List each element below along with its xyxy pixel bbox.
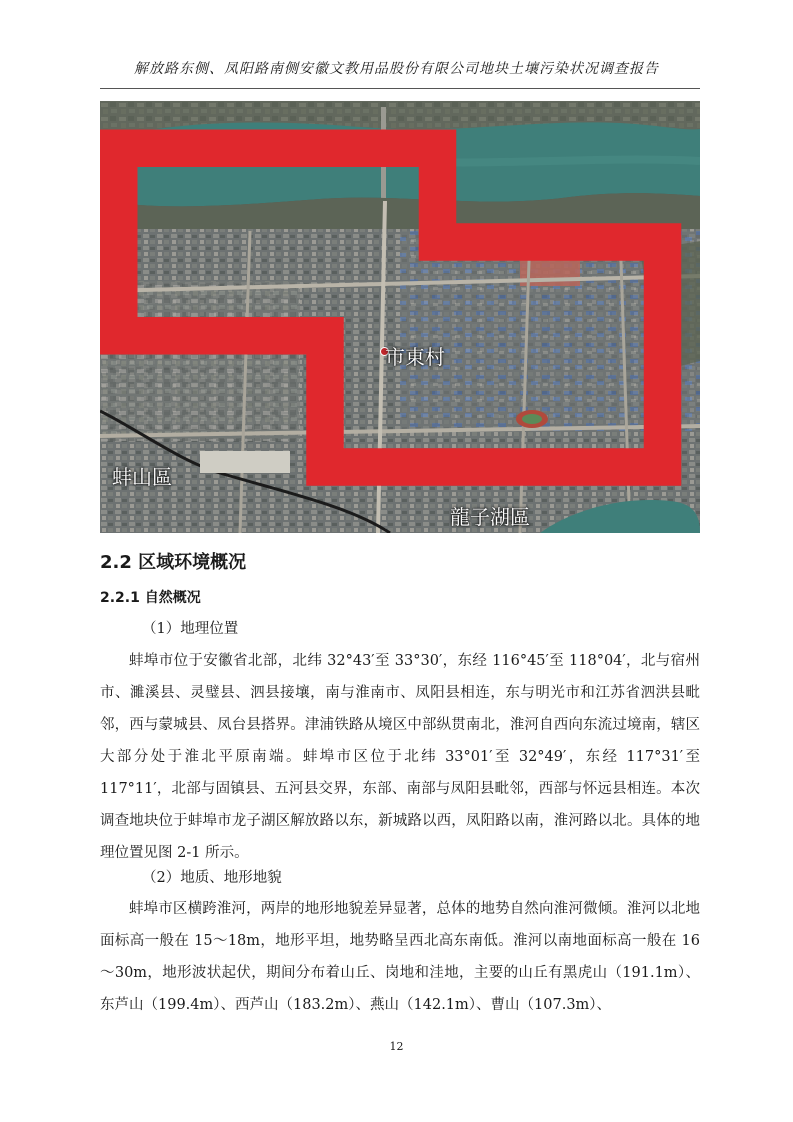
survey-site-outline (100, 101, 700, 533)
subsection-heading: 2.2.1 自然概况 (100, 590, 201, 606)
item-heading-geology: （2）地质、地形地貌 (142, 870, 282, 886)
section-heading: 2.2 区域环境概况 (100, 552, 247, 573)
page-number: 12 (389, 1040, 404, 1053)
item-heading-location: （1）地理位置 (142, 621, 239, 637)
map-label-village: 市東村 (385, 345, 445, 369)
report-header-title: 解放路东侧、凤阳路南侧安徽文教用品股份有限公司地块土壤污染状况调查报告 (134, 61, 659, 77)
paragraph-location: 蚌埠市位于安徽省北部，北纬 32°43′至 33°30′，东经 116°45′至 118°04′，北与宿州市、濉溪县、灵璧县、泗县接壤，南与淮南市、凤阳县相连，东与明光市和江苏省泗洪县毗邻，西与蒙城县、凤台县搭界。津浦铁路从境区中部纵贯南北，淮河自西向东流过境南，辖区大部分处于淮北平原南端。蚌埠市区位于北纬 33°01′至 32°49′，东经 117°31′至 117°11′，北部与固镇县、五河县交界，东部、南部与凤阳县毗邻，西部与怀远县相连。本次调查地块位于蚌埠市龙子湖区解放路以东，新城路以西，凤阳路以南，淮河路以北。具体的地理位置见图 2-1 所示。 (100, 653, 700, 861)
header-divider (100, 88, 700, 89)
paragraph-geology: 蚌埠市区横跨淮河，两岸的地形地貌差异显著，总体的地势自然向淮河微倾。淮河以北地面标高一般在 15～18m，地形平坦，地势略呈西北高东南低。淮河以南地面标高一般在 16～30m，地形波状起伏，期间分布着山丘、岗地和洼地，主要的山丘有黑虎山（191.1m）、东芦山（199.4m）、西芦山（183.2m）、燕山（142.1m）、曹山（107.3m）、 (100, 901, 700, 1013)
satellite-location-map (100, 101, 700, 533)
map-label-longzihu-district: 龍子湖區 (450, 505, 530, 529)
map-label-bengshan-district: 蚌山區 (112, 465, 172, 489)
